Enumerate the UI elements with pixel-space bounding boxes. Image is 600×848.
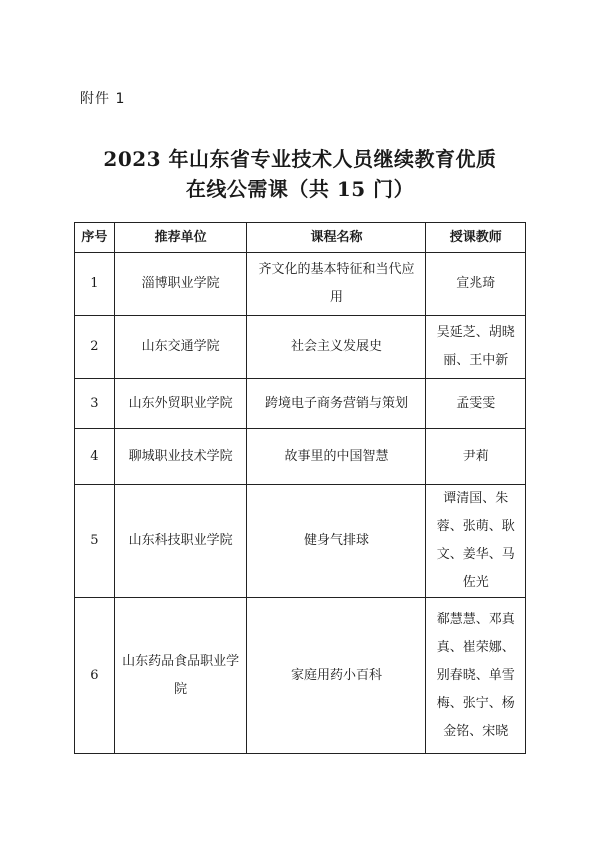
cell-course: 跨境电子商务营销与策划 <box>247 379 426 429</box>
cell-unit: 聊城职业技术学院 <box>114 429 247 485</box>
header-cell-teacher: 授课教师 <box>426 223 526 253</box>
cell-no: 4 <box>75 429 115 485</box>
cell-teacher: 吴延芝、胡晓丽、王中新 <box>426 316 526 379</box>
cell-course: 故事里的中国智慧 <box>247 429 426 485</box>
attachment-label: 附件 1 <box>80 91 126 107</box>
cell-no: 2 <box>75 316 115 379</box>
cell-course: 社会主义发展史 <box>247 316 426 379</box>
table-row <box>75 429 526 485</box>
table-row <box>75 316 526 379</box>
cell-unit: 淄博职业学院 <box>114 253 247 316</box>
cell-teacher: 郗慧慧、邓真真、崔荣娜、别春晓、单雪梅、张宁、杨金铭、宋晓 <box>426 598 526 754</box>
cell-unit: 山东科技职业学院 <box>114 485 247 598</box>
cell-no: 1 <box>75 253 115 316</box>
header-cell-course: 课程名称 <box>247 223 426 253</box>
cell-teacher: 谭清国、朱蓉、张萌、耿文、姜华、马佐光 <box>426 485 526 598</box>
page-title-line-1: 2023 年山东省专业技术人员继续教育优质 <box>103 147 497 171</box>
cell-no: 5 <box>75 485 115 598</box>
header-cell-no: 序号 <box>75 223 115 253</box>
header-cell-unit: 推荐单位 <box>114 223 247 253</box>
cell-no: 3 <box>75 379 115 429</box>
cell-course: 健身气排球 <box>247 485 426 598</box>
table-row <box>75 598 526 754</box>
cell-unit: 山东药品食品职业学院 <box>114 598 247 754</box>
cell-unit: 山东外贸职业学院 <box>114 379 247 429</box>
table-row <box>75 485 526 598</box>
table-row <box>75 379 526 429</box>
page-title-line-2: 在线公需课（共 15 门） <box>185 177 415 201</box>
cell-teacher: 宣兆琦 <box>426 253 526 316</box>
course-table <box>74 222 526 754</box>
cell-course: 齐文化的基本特征和当代应用 <box>247 253 426 316</box>
cell-teacher: 孟雯雯 <box>426 379 526 429</box>
table-row <box>75 253 526 316</box>
cell-unit: 山东交通学院 <box>114 316 247 379</box>
cell-no: 6 <box>75 598 115 754</box>
cell-course: 家庭用药小百科 <box>247 598 426 754</box>
cell-teacher: 尹莉 <box>426 429 526 485</box>
table-header-row <box>75 223 526 253</box>
